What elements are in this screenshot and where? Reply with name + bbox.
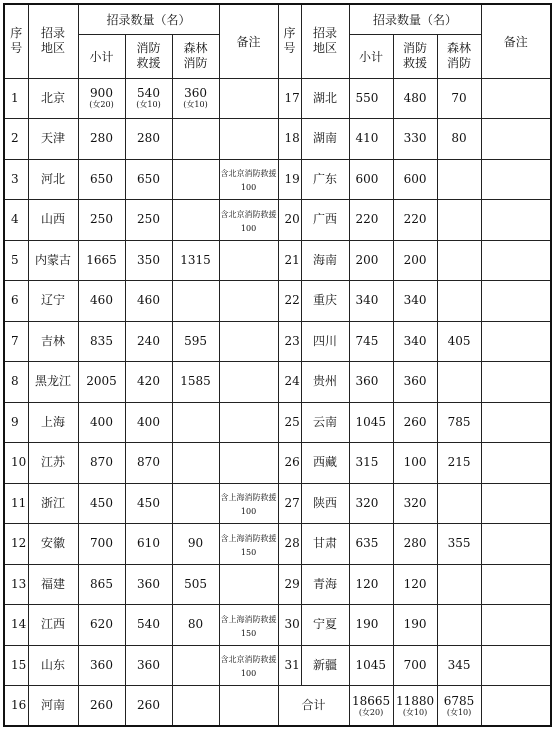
subtotal-cell: 340 [349, 281, 393, 322]
subtotal-cell: 865 [78, 564, 125, 605]
fire-cell: 120 [393, 564, 437, 605]
seq-cell: 23 [278, 321, 301, 362]
seq-cell: 24 [278, 362, 301, 403]
note-cell [219, 443, 278, 484]
header-region-right: 招录地区 [301, 4, 349, 78]
fire-cell: 320 [393, 483, 437, 524]
forest-cell [437, 281, 481, 322]
region-cell: 江西 [28, 605, 78, 646]
note-cell [481, 281, 551, 322]
region-cell: 云南 [301, 402, 349, 443]
table-row [4, 362, 551, 403]
fire-cell: 420 [125, 362, 172, 403]
region-cell: 甘肃 [301, 524, 349, 565]
table-row [4, 200, 551, 241]
subtotal-cell: 410 [349, 119, 393, 160]
forest-cell: 345 [437, 645, 481, 686]
forest-cell: 215 [437, 443, 481, 484]
total-fire-cell: 11880 (女10) [393, 686, 437, 727]
region-cell: 重庆 [301, 281, 349, 322]
subtotal-cell: 650 [78, 159, 125, 200]
seq-cell: 29 [278, 564, 301, 605]
header-note: 备注 [219, 4, 278, 78]
seq-cell: 21 [278, 240, 301, 281]
seq-cell: 14 [4, 605, 28, 646]
seq-cell: 4 [4, 200, 28, 241]
note-cell [481, 200, 551, 241]
seq-cell: 18 [278, 119, 301, 160]
note-cell [481, 645, 551, 686]
subtotal-cell: 315 [349, 443, 393, 484]
table-row [4, 402, 551, 443]
note-cell [219, 564, 278, 605]
note-cell [219, 362, 278, 403]
fire-cell: 350 [125, 240, 172, 281]
fire-cell: 330 [393, 119, 437, 160]
seq-cell: 27 [278, 483, 301, 524]
forest-cell [437, 564, 481, 605]
fire-cell: 280 [393, 524, 437, 565]
fire-cell: 360 [125, 645, 172, 686]
seq-cell: 9 [4, 402, 28, 443]
subtotal-cell: 745 [349, 321, 393, 362]
forest-cell: 1585 [172, 362, 219, 403]
seq-cell: 1 [4, 78, 28, 119]
note-cell [481, 240, 551, 281]
subtotal-cell: 200 [349, 240, 393, 281]
note-cell [219, 524, 278, 565]
note-cell [481, 321, 551, 362]
header-fire: 消防救援 [125, 34, 172, 78]
fire-cell: 360 [125, 564, 172, 605]
header-quota: 招录数量（名） [78, 4, 219, 34]
forest-cell: 785 [437, 402, 481, 443]
forest-cell: 355 [437, 524, 481, 565]
forest-cell [172, 483, 219, 524]
note-cell [481, 362, 551, 403]
table-row [4, 159, 551, 200]
seq-cell: 16 [4, 686, 28, 727]
note-cell [219, 159, 278, 200]
forest-cell: 80 [437, 119, 481, 160]
region-cell: 上海 [28, 402, 78, 443]
seq-cell: 31 [278, 645, 301, 686]
region-cell: 辽宁 [28, 281, 78, 322]
seq-cell: 28 [278, 524, 301, 565]
total-note-cell [481, 686, 551, 727]
region-cell: 青海 [301, 564, 349, 605]
region-cell: 山东 [28, 645, 78, 686]
fire-cell: 460 [125, 281, 172, 322]
table-row [4, 564, 551, 605]
table-row [4, 78, 551, 119]
recruitment-quota-table [3, 3, 552, 727]
note-text: 含北京消防救援100 [220, 169, 277, 193]
header-forest: 森林消防 [172, 34, 219, 78]
seq-cell: 7 [4, 321, 28, 362]
region-cell: 西藏 [301, 443, 349, 484]
header-subtotal-right: 小计 [349, 34, 393, 78]
note-cell [481, 159, 551, 200]
header-forest-right: 森林消防 [437, 34, 481, 78]
region-cell: 四川 [301, 321, 349, 362]
forest-cell [172, 119, 219, 160]
subtotal-cell: 835 [78, 321, 125, 362]
region-cell: 安徽 [28, 524, 78, 565]
table-row [4, 119, 551, 160]
fire-cell: 340 [393, 281, 437, 322]
forest-cell [437, 200, 481, 241]
note-text: 含上海消防救援150 [220, 533, 277, 557]
note-text: 含上海消防救援150 [220, 614, 277, 638]
fire-cell: 260 [125, 686, 172, 727]
fire-cell: 200 [393, 240, 437, 281]
seq-cell: 11 [4, 483, 28, 524]
subtotal-cell: 1665 [78, 240, 125, 281]
forest-cell: 80 [172, 605, 219, 646]
subtotal-cell: 1045 [349, 645, 393, 686]
total-subtotal-cell: 18665 (女20) [349, 686, 393, 727]
forest-cell [172, 281, 219, 322]
note-cell [219, 240, 278, 281]
note-cell [481, 402, 551, 443]
subtotal-cell: 450 [78, 483, 125, 524]
note-cell [481, 78, 551, 119]
forest-cell [437, 159, 481, 200]
region-cell: 宁夏 [301, 605, 349, 646]
header-row-1 [4, 4, 551, 34]
seq-cell: 5 [4, 240, 28, 281]
note-cell [481, 524, 551, 565]
fire-cell: 450 [125, 483, 172, 524]
region-cell: 陕西 [301, 483, 349, 524]
region-cell: 湖北 [301, 78, 349, 119]
region-cell: 广东 [301, 159, 349, 200]
seq-cell: 26 [278, 443, 301, 484]
seq-cell: 19 [278, 159, 301, 200]
table-wrapper [3, 3, 552, 727]
note-cell [481, 605, 551, 646]
subtotal-cell: 120 [349, 564, 393, 605]
fire-cell: 600 [393, 159, 437, 200]
forest-cell [172, 402, 219, 443]
fire-cell: 260 [393, 402, 437, 443]
header-region: 招录地区 [28, 4, 78, 78]
forest-cell: 405 [437, 321, 481, 362]
subtotal-cell: 900 (女20) [78, 78, 125, 119]
fire-cell: 400 [125, 402, 172, 443]
table-row [4, 321, 551, 362]
subtotal-cell: 360 [349, 362, 393, 403]
note-cell [219, 605, 278, 646]
note-cell [219, 200, 278, 241]
seq-cell: 10 [4, 443, 28, 484]
region-cell: 新疆 [301, 645, 349, 686]
forest-cell [437, 605, 481, 646]
total-forest-cell: 6785 (女10) [437, 686, 481, 727]
forest-cell: 505 [172, 564, 219, 605]
subtotal-cell: 600 [349, 159, 393, 200]
seq-cell: 15 [4, 645, 28, 686]
seq-cell: 2 [4, 119, 28, 160]
subtotal-cell: 400 [78, 402, 125, 443]
subtotal-cell: 320 [349, 483, 393, 524]
fire-cell: 190 [393, 605, 437, 646]
note-cell [481, 119, 551, 160]
region-cell: 广西 [301, 200, 349, 241]
table-row [4, 281, 551, 322]
forest-cell: 90 [172, 524, 219, 565]
note-text: 含北京消防救援100 [220, 209, 277, 233]
subtotal-cell: 460 [78, 281, 125, 322]
seq-cell: 25 [278, 402, 301, 443]
region-cell: 海南 [301, 240, 349, 281]
fire-cell: 240 [125, 321, 172, 362]
fire-cell: 480 [393, 78, 437, 119]
fire-cell: 340 [393, 321, 437, 362]
note-cell [481, 443, 551, 484]
fire-cell: 700 [393, 645, 437, 686]
forest-cell [172, 159, 219, 200]
fire-cell: 360 [393, 362, 437, 403]
header-seq: 序号 [4, 4, 28, 78]
region-cell: 吉林 [28, 321, 78, 362]
fire-cell: 870 [125, 443, 172, 484]
region-cell: 内蒙古 [28, 240, 78, 281]
table-row [4, 645, 551, 686]
header-subtotal: 小计 [78, 34, 125, 78]
header-fire-right: 消防救援 [393, 34, 437, 78]
subtotal-cell: 260 [78, 686, 125, 727]
seq-cell: 6 [4, 281, 28, 322]
region-cell: 浙江 [28, 483, 78, 524]
forest-cell: 70 [437, 78, 481, 119]
region-cell: 河北 [28, 159, 78, 200]
note-cell [219, 645, 278, 686]
seq-cell: 8 [4, 362, 28, 403]
subtotal-cell: 360 [78, 645, 125, 686]
forest-cell: 360 (女10) [172, 78, 219, 119]
subtotal-cell: 250 [78, 200, 125, 241]
note-cell [219, 119, 278, 160]
forest-cell [437, 240, 481, 281]
seq-cell: 30 [278, 605, 301, 646]
note-cell [481, 483, 551, 524]
note-cell [219, 78, 278, 119]
fire-cell: 540 [125, 605, 172, 646]
forest-cell [172, 200, 219, 241]
seq-cell: 22 [278, 281, 301, 322]
forest-cell: 595 [172, 321, 219, 362]
subtotal-cell: 220 [349, 200, 393, 241]
subtotal-cell: 700 [78, 524, 125, 565]
total-label-cell: 合计 [278, 686, 349, 727]
header-note-right: 备注 [481, 4, 551, 78]
subtotal-cell: 2005 [78, 362, 125, 403]
forest-cell [172, 686, 219, 727]
table-row [4, 443, 551, 484]
subtotal-cell: 635 [349, 524, 393, 565]
fire-cell: 100 [393, 443, 437, 484]
region-cell: 江苏 [28, 443, 78, 484]
table-row [4, 240, 551, 281]
note-cell [219, 402, 278, 443]
table-row [4, 605, 551, 646]
seq-cell: 13 [4, 564, 28, 605]
forest-cell [172, 443, 219, 484]
table-row [4, 483, 551, 524]
subtotal-cell: 1045 [349, 402, 393, 443]
subtotal-cell: 280 [78, 119, 125, 160]
note-text: 含上海消防救援100 [220, 493, 277, 517]
header-seq-right: 序号 [278, 4, 301, 78]
fire-cell: 650 [125, 159, 172, 200]
region-cell: 北京 [28, 78, 78, 119]
forest-cell: 1315 [172, 240, 219, 281]
region-cell: 天津 [28, 119, 78, 160]
subtotal-cell: 870 [78, 443, 125, 484]
fire-cell: 250 [125, 200, 172, 241]
region-cell: 湖南 [301, 119, 349, 160]
note-cell [481, 564, 551, 605]
subtotal-cell: 550 [349, 78, 393, 119]
note-cell [219, 686, 278, 727]
note-text: 含北京消防救援100 [220, 655, 277, 679]
note-cell [219, 483, 278, 524]
forest-cell [437, 362, 481, 403]
region-cell: 福建 [28, 564, 78, 605]
header-quota-right: 招录数量（名） [349, 4, 481, 34]
region-cell: 贵州 [301, 362, 349, 403]
fire-cell: 610 [125, 524, 172, 565]
note-cell [219, 321, 278, 362]
table-row [4, 524, 551, 565]
note-cell [219, 281, 278, 322]
subtotal-cell: 190 [349, 605, 393, 646]
region-cell: 河南 [28, 686, 78, 727]
seq-cell: 3 [4, 159, 28, 200]
fire-cell: 220 [393, 200, 437, 241]
region-cell: 黑龙江 [28, 362, 78, 403]
table-row [4, 686, 551, 727]
forest-cell [172, 645, 219, 686]
fire-cell: 280 [125, 119, 172, 160]
fire-cell: 540 (女10) [125, 78, 172, 119]
seq-cell: 12 [4, 524, 28, 565]
seq-cell: 17 [278, 78, 301, 119]
forest-cell [437, 483, 481, 524]
seq-cell: 20 [278, 200, 301, 241]
region-cell: 山西 [28, 200, 78, 241]
subtotal-cell: 620 [78, 605, 125, 646]
